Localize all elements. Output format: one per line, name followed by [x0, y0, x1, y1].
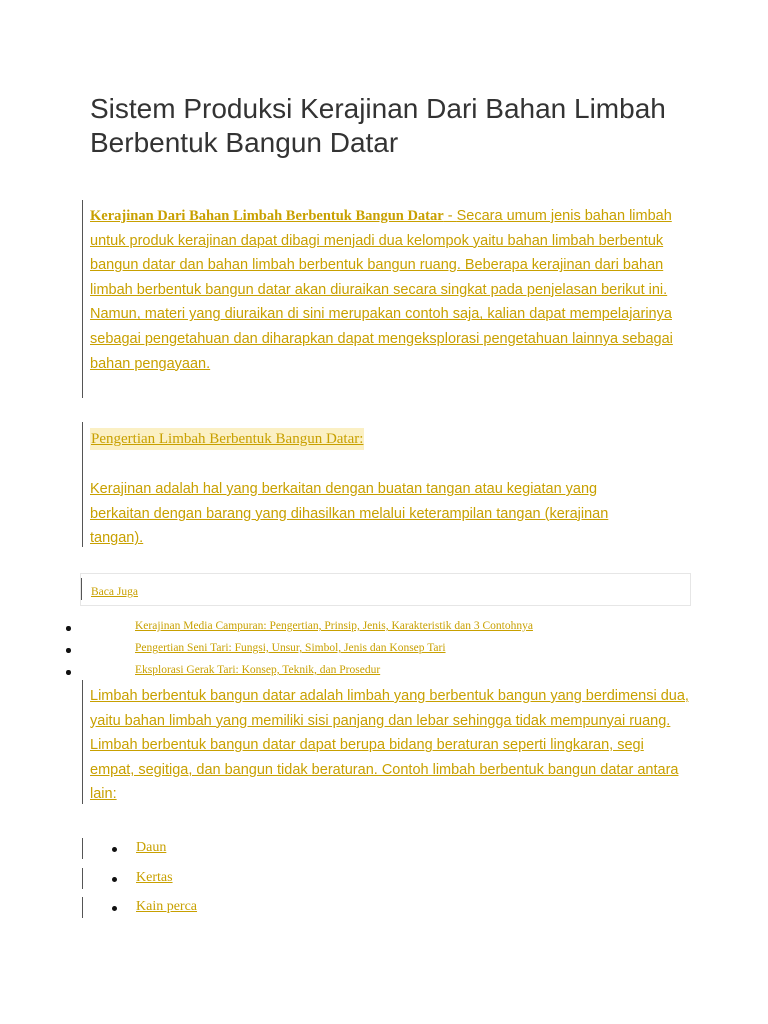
explanation-paragraph — [90, 684, 690, 807]
bullet-icon — [66, 648, 71, 653]
read-also-label[interactable]: Baca Juga — [91, 586, 138, 598]
intro-lead-link[interactable]: Kerajinan Dari Bahan Limbah Berbentuk Bangun Datar — [90, 208, 444, 224]
intro-separator[interactable]: - — [443, 208, 457, 224]
quote-bar — [82, 422, 83, 547]
definition-link[interactable]: Kerajinan adalah hal yang berkaitan dengan buatan tangan atau kegiatan yang berkaitan dengan barang yang dihasilkan melalui keterampilan tangan (kerajinan tangan). — [90, 481, 609, 547]
example-link[interactable]: Daun — [136, 840, 167, 855]
related-link[interactable]: Eksplorasi Gerak Tari: Konsep, Teknik, dan Prosedur — [135, 664, 381, 676]
bullet-icon — [66, 670, 71, 675]
quote-bar — [82, 200, 83, 398]
intro-body-link[interactable]: Secara umum jenis bahan limbah untuk produk kerajinan dapat dibagi menjadi dua kelompok yaitu bahan limbah berbentuk bangun datar dan bahan limbah berbentuk bangun ruang. Beberapa kerajinan dari bahan limbah berbentuk bangun datar akan diuraikan secara singkat pada penjelasan berikut ini. Namun, materi yang diuraikan di sini merupakan contoh saja, kalian dapat mempelajarinya sebagai pengetahuan dan diharapkan dapat mengeksplorasi pengetahuan lainnya sebagai bahan pengayaan. — [90, 208, 673, 372]
example-link[interactable]: Kertas — [136, 870, 173, 885]
quote-bar — [82, 897, 83, 918]
bullet-icon — [112, 847, 117, 852]
bullet-icon — [112, 877, 117, 882]
quote-bar — [82, 838, 83, 859]
page-title: Sistem Produksi Kerajinan Dari Bahan Limbah Berbentuk Bangun Datar — [90, 93, 666, 158]
related-link[interactable]: Kerajinan Media Campuran: Pengertian, Prinsip, Jenis, Karakteristik dan 3 Contohnya — [135, 620, 533, 632]
quote-bar — [82, 680, 83, 804]
explanation-link[interactable]: Limbah berbentuk bangun datar adalah limbah yang berbentuk bangun yang berdimensi dua, yaitu bahan limbah yang memiliki sisi panjang dan lebar sehingga tidak mempunyai ruang. Limbah berbentuk bangun datar dapat berupa bidang beraturan seperti lingkaran, segi empat, segitiga, dan bangun tidak beraturan. Contoh limbah berbentuk bangun datar antara lain: — [90, 688, 689, 803]
bullet-icon — [112, 906, 117, 911]
related-link[interactable]: Pengertian Seni Tari: Fungsi, Unsur, Simbol, Jenis dan Konsep Tari — [135, 642, 446, 654]
quote-bar — [82, 868, 83, 889]
section-heading[interactable]: Pengertian Limbah Berbentuk Bangun Datar: — [90, 428, 364, 450]
intro-paragraph — [90, 204, 680, 376]
definition-paragraph — [90, 477, 655, 551]
read-also-box — [80, 573, 691, 606]
bullet-icon — [66, 626, 71, 631]
quote-bar — [81, 578, 82, 600]
example-link[interactable]: Kain perca — [136, 899, 198, 914]
